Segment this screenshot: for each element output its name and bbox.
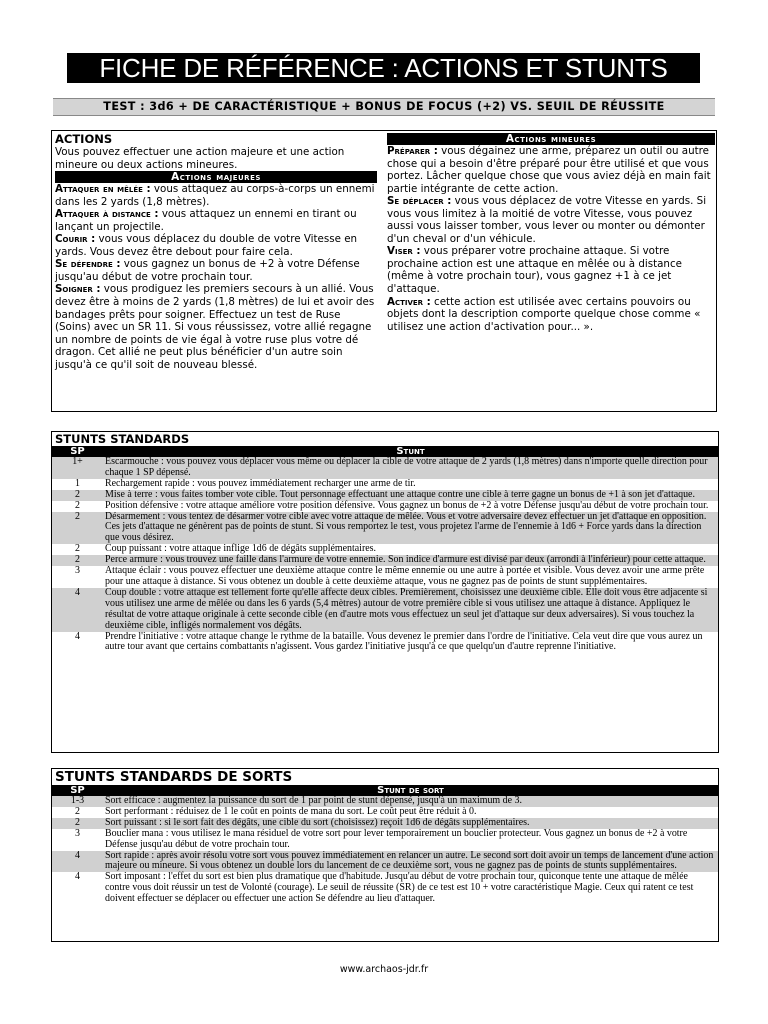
- stunt-description: Rechargement rapide : vous pouvez immédiatement recharger une arme de tir.: [105, 477, 416, 489]
- minor-actions-heading: Actions mineures: [387, 133, 715, 145]
- footer-url: www.archaos-jdr.fr: [339, 964, 429, 975]
- stunt-description: Perce armure : vous trouvez une faille dans l'armure de votre ennemie. Son indice d'armure est divisé par deux (arrondi à l'inférieur) pour cette attaque.: [103, 555, 718, 566]
- table-row: [52, 829, 718, 851]
- sp-cost: 2: [75, 499, 80, 511]
- minor-action-text: vous dégainez une arme, préparez un outil ou autre chose qui a besoin d'être préparé pour être utilisé et que vous portez. Lâcher quelque chose que vous aviez déjà en main fait partie intégrante de cette action.: [387, 145, 711, 195]
- major-action-name: Soigner :: [55, 283, 101, 296]
- spell-stunt-description: Sort puissant : si le sort fait des dégâts, une cible du sort (choisissez) reçoit 1d6 de dégâts supplémentaires.: [103, 818, 718, 829]
- actions-right-column: [387, 133, 715, 333]
- minor-action-text: vous vous déplacez de votre Vitesse en yards. Si vous vous limitez à la moitié de votre Vitesse, vous pouvez aussi vous laisser tomber, vous lever ou monter ou démonter d'un cheval or d'un véhicule.: [387, 195, 707, 245]
- stunt-description: Prendre l'initiative : votre attaque change le rythme de la bataille. Vous devenez le premier dans l'ordre de l'initiative. Cela veut dire que vous aurez un autre tour avant que certains combattants n'agissent. Vous gardez l'initiative jusqu'à ce que quelqu'un d'autre reprenne l'initiative.: [105, 630, 703, 653]
- major-action-name: Courir :: [55, 233, 96, 246]
- table-row: [52, 632, 718, 654]
- minor-action-item: [387, 145, 715, 195]
- major-action-name: Se défendre :: [55, 258, 121, 271]
- major-action-item: [55, 208, 377, 233]
- stunt-description: Coup double : votre attaque est tellement forte qu'elle affecte deux cibles. Premièrement, choisissez une deuxième cible. Elle doit vous être adjacente si vous utilisez une arme de mêlée ou dans les 6 yards (5,4 mètres) autour de votre première cible si vous utilisez une attaque à distance. Appliquez le résultat de votre attaque originale à cette seconde cible (en d'autre mots vous effectuez un seul jet d'attaque sur deux adversaires). Si vous touchez la deuxième cible, infligés normalement vos dégâts.: [103, 588, 718, 632]
- stunt-description: Position défensive : votre attaque améliore votre position défensive. Vous gagnez un bonus de +2 à votre Défense jusqu'au début de votre prochain tour.: [105, 499, 709, 511]
- spell-stunts-table: [52, 785, 718, 905]
- sp-cost: 4: [75, 630, 80, 642]
- spell-stunt-description: Sort performant : réduisez de 1 le coût en points de mana du sort. Le coût peut être réduit à 0.: [105, 805, 477, 817]
- standard-stunts-table: [52, 446, 718, 653]
- spell-stunt-column-header: Stunt de sort: [103, 785, 718, 796]
- sp-cost: 4: [52, 851, 103, 873]
- sp-cost: 2: [52, 490, 103, 501]
- spell-stunt-description: Sort rapide : après avoir résolu votre sort vous pouvez immédiatement en relancer un autre. Le second sort doit avoir un temps de lancement d'une action majeure ou mineure. Si vous obtenez un double lors du lancement de ce deuxième sort, vous ne gagnez pas de points de stunts supplémentaires.: [103, 851, 718, 873]
- sp-cost: 1+: [52, 457, 103, 479]
- stunt-description: Mise à terre : vous faites tomber vote cible. Tout personnage effectuant une attaque contre une cible à terre gagne un bonus de +1 à son jet d'attaque.: [103, 490, 718, 501]
- sp-cost: 1-3: [52, 796, 103, 807]
- sp-cost: 3: [75, 827, 80, 839]
- minor-action-item: [387, 296, 715, 334]
- table-row: [52, 512, 718, 545]
- table-row: [52, 588, 718, 632]
- spell-stunts-heading: STUNTS STANDARDS DE SORTS: [55, 769, 293, 785]
- minor-action-text: vous préparer votre prochaine attaque. Si votre prochaine action est une attaque en mêlée ou à distance (même à votre prochain tour), vous gagnez +1 à ce jet d'attaque.: [387, 245, 682, 296]
- table-row: [52, 457, 718, 479]
- actions-panel: [51, 130, 717, 412]
- major-action-item: [55, 258, 377, 283]
- stunt-column-header: Stunt: [103, 446, 718, 457]
- sp-column-header: SP: [52, 785, 103, 796]
- minor-action-name: Se déplacer :: [387, 195, 452, 208]
- stunt-description: Coup puissant : votre attaque inflige 1d6 de dégâts supplémentaires.: [105, 543, 377, 555]
- minor-action-name: Préparer :: [387, 145, 438, 157]
- standard-stunts-panel: [51, 431, 719, 753]
- major-action-item: [55, 183, 377, 208]
- table-row: [52, 566, 718, 588]
- major-action-text: vous attaquez un ennemi en tirant ou lançant un projectile.: [55, 208, 357, 233]
- sp-cost: 2: [52, 555, 103, 566]
- major-action-text: vous attaquez au corps-à-corps un ennemi dans les 2 yards (1,8 mètres).: [55, 183, 375, 208]
- spell-stunts-panel: [51, 768, 719, 942]
- sp-cost: 2: [52, 512, 103, 545]
- test-formula-banner: TEST : 3d6 + DE CARACTÉRISTIQUE + BONUS DE FOCUS (+2) VS. SEUIL DE RÉUSSITE: [53, 98, 715, 116]
- sp-cost: 1: [75, 477, 80, 489]
- major-actions-heading: Actions majeures: [55, 171, 377, 183]
- major-action-text: vous vous déplacez du double de votre Vitesse en yards. Vous devez être debout pour faire cela.: [55, 233, 358, 258]
- minor-action-name: Viser :: [387, 245, 421, 258]
- sp-cost: 2: [52, 818, 103, 829]
- major-action-text: vous prodiguez les premiers secours à un allié. Vous devez être à moins de 2 yards (1,8 mètres) de lui et avoir des bandages prêts pour soigner. Effectuez un test de Ruse (Soins) avec un SR 11. Si vous réussissez, votre allié regagne un nombre de points de vie égal à votre ruse plus votre dé dragon. Cet allié ne peut plus bénéficier d'un autre soin jusqu'à ce qu'il soit de nouveau blessé.: [55, 283, 375, 371]
- sp-cost: 2: [75, 543, 80, 555]
- spell-stunt-description: Bouclier mana : vous utilisez le mana résiduel de votre sort pour lever temporairement un bouclier protecteur. Vous gagnez un bonus de +2 à votre Défense jusqu'au début de votre prochain tour.: [105, 827, 688, 850]
- minor-action-item: [387, 195, 715, 245]
- actions-heading: ACTIONS: [55, 132, 113, 146]
- page-title: FICHE DE RÉFÉRENCE : ACTIONS ET STUNTS: [67, 53, 700, 83]
- stunt-description: Attaque éclair : vous pouvez effectuer une deuxième attaque contre le même ennemie ou une autre à portée et visible. Vous devez avoir une arme prête pour une attaque à distance. Si vous obtenez un double à cette deuxième attaque, vous ne gagnez pas de points de stunt supplémentaires.: [105, 565, 705, 587]
- sp-cost: 4: [52, 588, 103, 632]
- minor-action-name: Activer :: [387, 295, 431, 308]
- sp-cost: 2: [75, 805, 80, 817]
- actions-left-column: [55, 133, 377, 371]
- table-row: [52, 501, 718, 512]
- major-action-name: Attaquer à distance :: [55, 208, 159, 221]
- sp-cost: 4: [75, 871, 80, 883]
- major-action-item: [55, 233, 377, 258]
- table-row: [52, 851, 718, 873]
- table-row: [52, 872, 718, 905]
- minor-action-text: cette action est utilisée avec certains pouvoirs ou objets dont la description comporte quelque chose comme « utilisez une action d'activation pour... ».: [387, 295, 701, 333]
- major-action-text: vous gagnez un bonus de +2 à votre Défense jusqu'au début de votre prochain tour.: [55, 258, 360, 283]
- sp-cost: 3: [75, 565, 80, 577]
- actions-intro: Vous pouvez effectuer une action majeure et une action mineure ou deux actions mineures.: [55, 146, 345, 171]
- table-row: [52, 490, 718, 501]
- minor-action-item: [387, 245, 715, 295]
- sp-column-header: SP: [52, 446, 103, 457]
- stunt-description: Désarmement : vous tentez de désarmer votre cible avec votre attaque de mêlée. Vous et votre adversaire devez effectuer un jet d'attaque en opposition. Ces jets d'attaque ne génèrent pas de points de stunt. Si vous remportez le test, vous projetez l'arme de l'ennemie à 1d6 + Force yards dans la direction que vous désirez.: [103, 512, 718, 545]
- spell-stunt-description: Sort efficace : augmentez la puissance du sort de 1 par point de stunt dépensé, jusqu'à un maximum de 3.: [103, 796, 718, 807]
- standard-stunts-heading: STUNTS STANDARDS: [55, 432, 190, 446]
- spell-stunt-description: Sort imposant : l'effet du sort est bien plus dramatique que d'habitude. Jusqu'au début de votre prochain tour, quiconque tente une attaque de mêlée contre vous doit réussir un test de Volonté (courage). Le seuil de réussite (SR) de ce test est 10 + votre caractéristique Magie. Ceux qui ratent ce test doivent effectuer se déplacer ou effectuer une action Se défendre au lieu d'attaquer.: [105, 871, 694, 905]
- major-action-name: Attaquer en mêlée :: [55, 183, 151, 196]
- stunt-description: Escarmouche : vous pouvez vous déplacer vous même ou déplacer la cible de votre attaque de 2 yards (1,8 mètres) dans n'importe quelle direction pour chaque 1 SP dépensé.: [103, 457, 718, 479]
- major-action-item: [55, 283, 377, 371]
